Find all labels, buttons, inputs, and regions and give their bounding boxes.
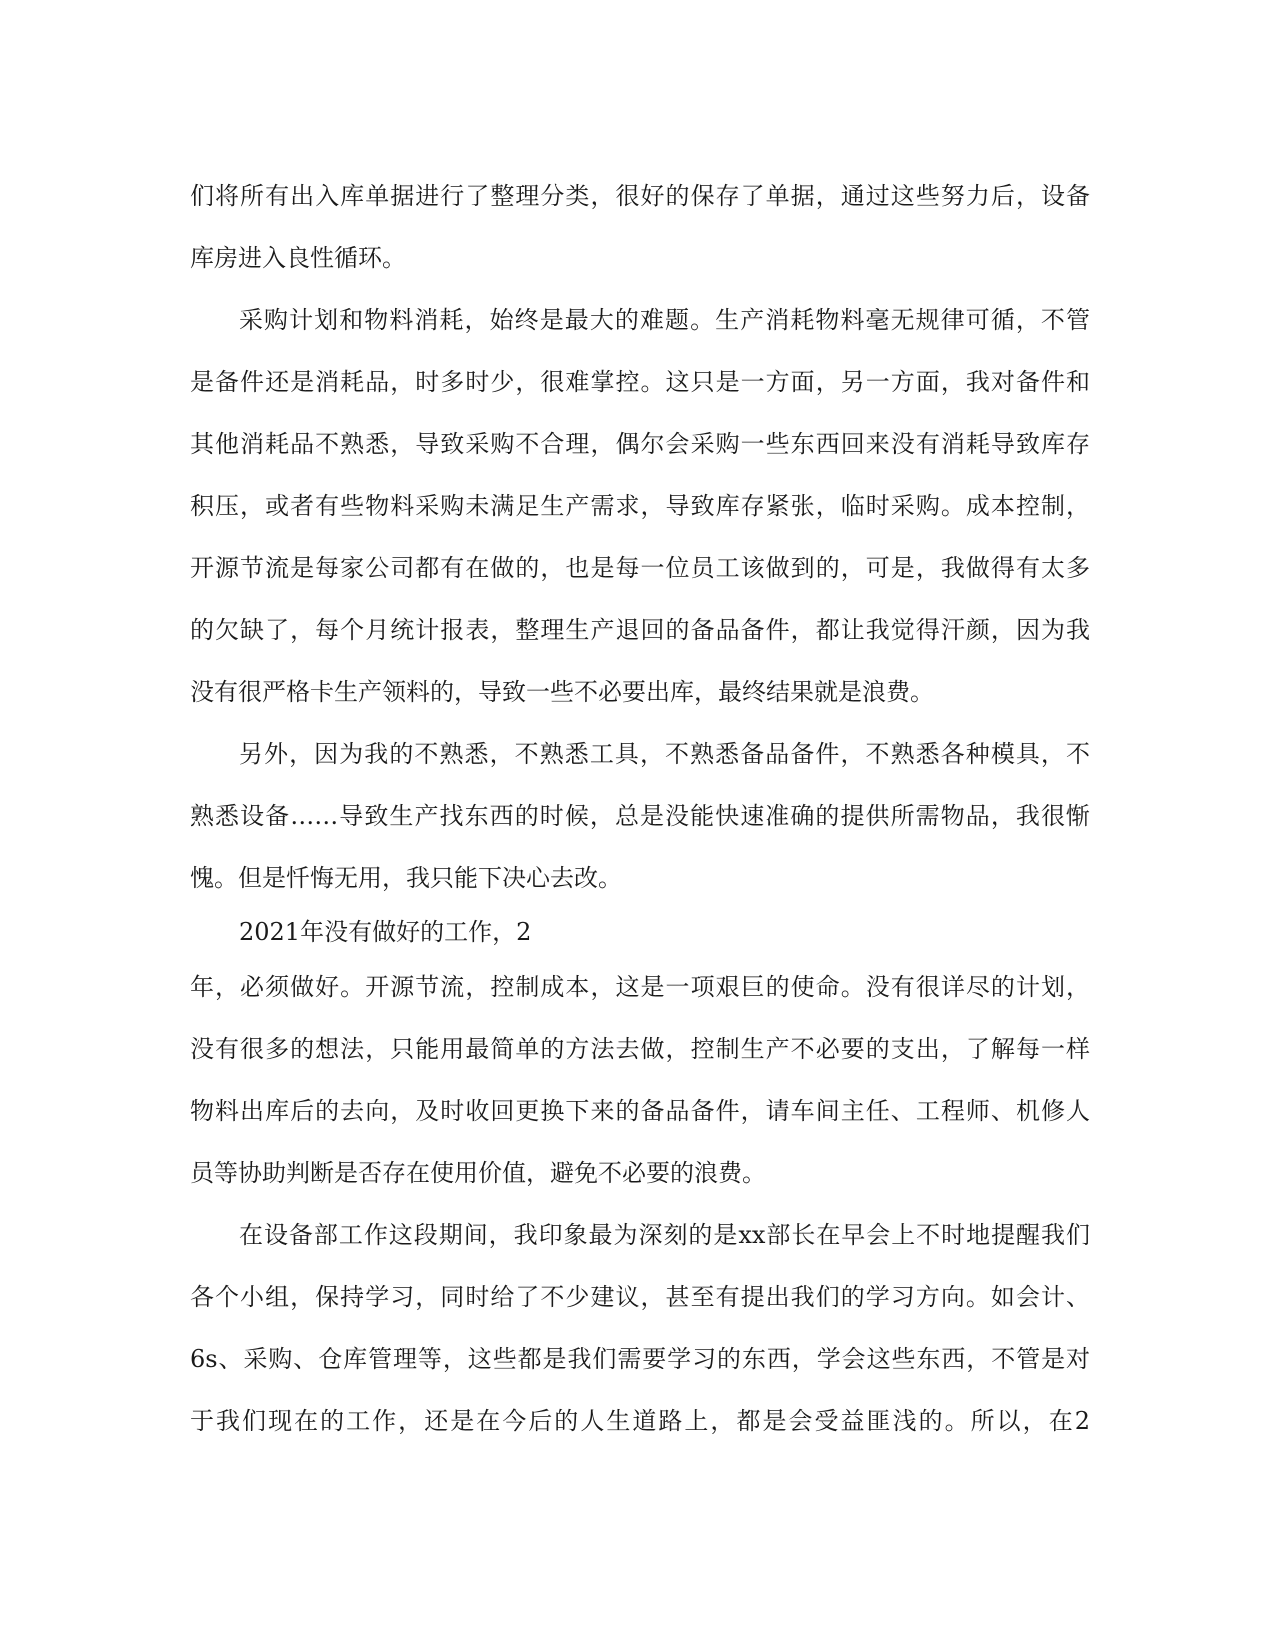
text-line: 没有很严格卡生产领料的，导致一些不必要出库，最终结果就是浪费。 <box>190 678 934 706</box>
text-line: 熟悉设备……导致生产找东西的时候，总是没能快速准确的提供所需物品，我很惭 <box>190 802 1090 830</box>
text-line: 员等协助判断是否存在使用价值，避免不必要的浪费。 <box>190 1159 766 1187</box>
text-line: 在设备部工作这段期间，我印象最为深刻的是xx部长在早会上不时地提醒我们 <box>239 1221 1090 1249</box>
text-line: 各个小组，保持学习，同时给了不少建议，甚至有提出我们的学习方向。如会计、 <box>190 1283 1090 1311</box>
text-line: 愧。但是忏悔无用，我只能下决心去改。 <box>190 864 622 892</box>
text-line: 积压，或者有些物料采购未满足生产需求，导致库存紧张，临时采购。成本控制， <box>190 492 1090 520</box>
text-line: 2021年没有做好的工作，2 <box>239 918 532 946</box>
text-line: 是备件还是消耗品，时多时少，很难掌控。这只是一方面，另一方面，我对备件和 <box>190 368 1090 396</box>
text-line: 另外，因为我的不熟悉，不熟悉工具，不熟悉备品备件，不熟悉各种模具，不 <box>239 740 1090 768</box>
text-line: 开源节流是每家公司都有在做的，也是每一位员工该做到的，可是，我做得有太多 <box>190 554 1090 582</box>
text-line: 库房进入良性循环。 <box>190 244 406 272</box>
body-text <box>190 165 1090 1452</box>
text-line: 年，必须做好。开源节流，控制成本，这是一项艰巨的使命。没有很详尽的计划， <box>190 973 1090 1001</box>
text-line: 6s、采购、仓库管理等，这些都是我们需要学习的东西，学会这些东西，不管是对 <box>190 1345 1090 1373</box>
text-line: 没有很多的想法，只能用最简单的方法去做，控制生产不必要的支出，了解每一样 <box>190 1035 1090 1063</box>
text-line: 们将所有出入库单据进行了整理分类，很好的保存了单据，通过这些努力后，设备 <box>190 182 1090 210</box>
text-line: 采购计划和物料消耗，始终是最大的难题。生产消耗物料毫无规律可循，不管 <box>239 306 1090 334</box>
text-line: 其他消耗品不熟悉，导致采购不合理，偶尔会采购一些东西回来没有消耗导致库存 <box>190 430 1090 458</box>
text-line: 物料出库后的去向，及时收回更换下来的备品备件，请车间主任、工程师、机修人 <box>190 1097 1090 1125</box>
text-line: 的欠缺了，每个月统计报表，整理生产退回的备品备件，都让我觉得汗颜，因为我 <box>190 616 1090 644</box>
text-line: 于我们现在的工作，还是在今后的人生道路上，都是会受益匪浅的。所以，在2 <box>190 1407 1090 1435</box>
